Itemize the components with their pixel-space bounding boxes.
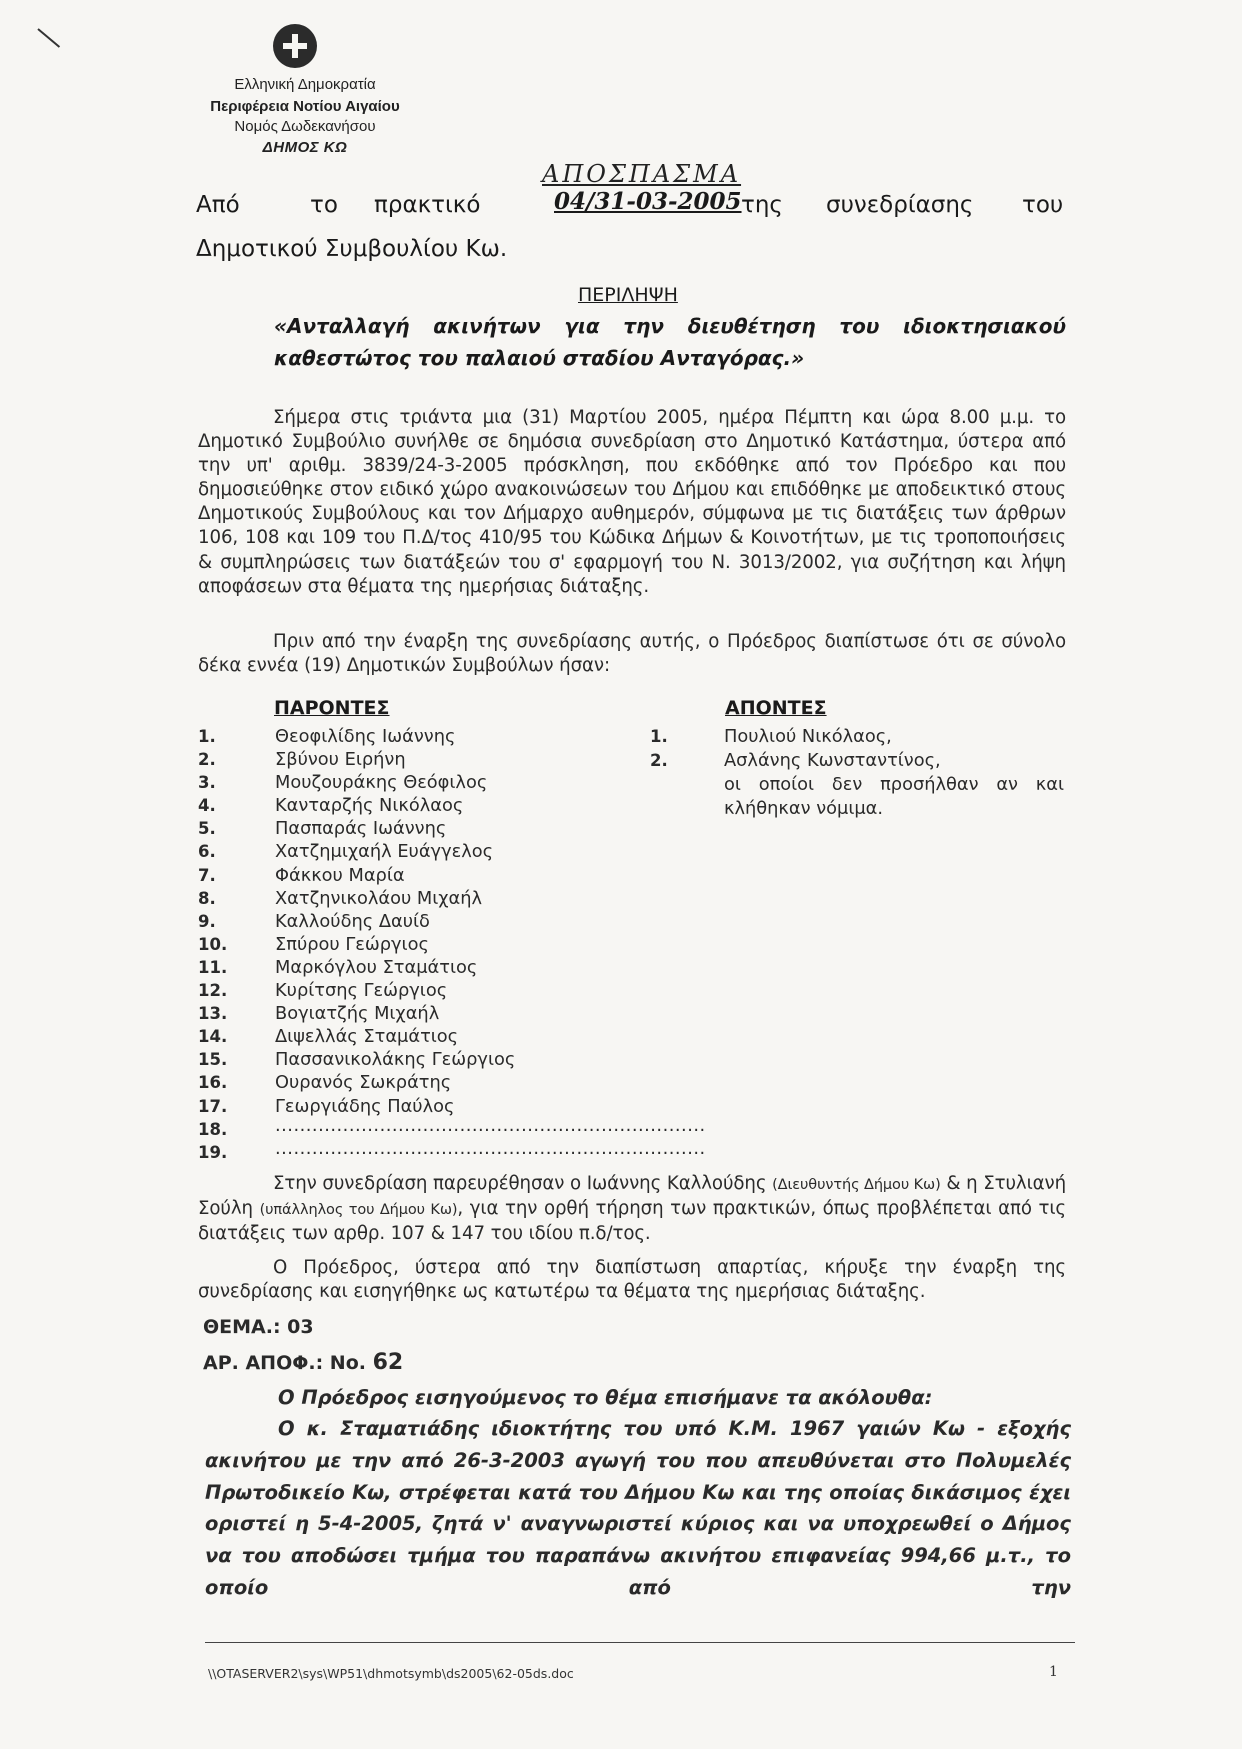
pen-mark (37, 28, 60, 48)
intro-word: της (741, 192, 783, 218)
header-municipality: ΔΗΜΟΣ ΚΩ (262, 139, 348, 156)
quorum-paragraph: Πριν από την έναρξη της συνεδρίασης αυτής, ο Πρόεδρος διαπίστωσε ότι σε σύνολο δέκα εννέα (19) Δημοτικών Συμβούλων ήσαν: (198, 631, 1066, 677)
list-item-blank: 18. ...................................................................... (198, 1114, 706, 1139)
footer-file-path: \\OTASERVER2\sys\WP51\dhmotsymb\ds2005\62-05ds.doc (208, 1666, 574, 1681)
attendance-paragraph: Στην συνεδρίαση παρευρέθησαν ο Ιωάννης Καλλούδης (Διευθυντής Δήμου Κω) & η Στυλιανή Σούλη (υπάλληλος του Δήμου Κω), για την ορθή τήρηση των πρακτικών, όπως προβλέπεται από τις διατάξεις των αρθρ. 107 & 147 του ιδίου π.δ/τος. (198, 1173, 1066, 1245)
list-item: 1. Θεοφιλίδης Ιωάννης (198, 726, 456, 747)
intro-word: Από (196, 192, 240, 218)
absent-note: οι οποίοι δεν προσήλθαν αν και κλήθηκαν νόμιμα. (724, 774, 1064, 819)
proposal-intro: Ο Πρόεδρος εισηγούμενος το θέμα επισήμανε τα ακόλουθα: (278, 1386, 933, 1409)
list-item: 2. Σβύνου Ειρήνη (198, 749, 406, 771)
list-item: 9. Καλλούδης Δαυίδ (198, 910, 430, 932)
opening-paragraph: Ο Πρόεδρος, ύστερα από την διαπίστωση απαρτίας, κήρυξε την έναρξη της συνεδρίασης και εισηγήθηκε ως κατωτέρω τα θέματα της ημερήσιας διάταξης. (198, 1257, 1066, 1303)
header-prefecture: Νομός Δωδεκανήσου (234, 118, 376, 135)
absent-list (650, 725, 1070, 821)
list-item: 4. Κανταρζής Νικόλαος (198, 795, 464, 817)
summary-text: «Ανταλλαγή ακινήτων για την διευθέτηση του ιδιοκτησιακού καθεστώτος του παλαιού σταδίου Ανταγόρας.» (274, 314, 1066, 370)
list-item: 2. Ασλάνης Κωνσταντίνος, (650, 750, 941, 771)
list-item-blank: 19. ...................................................................... (198, 1137, 706, 1162)
list-item: 10. Σπύρου Γεώργιος (198, 933, 429, 955)
present-list (198, 725, 706, 1164)
list-item: 14. Διψελλάς Σταμάτιος (198, 1026, 459, 1048)
list-item: 12. Κυρίτσης Γεώργιος (198, 980, 448, 1002)
list-item: 3. Μουζουράκης Θεόφιλος (198, 772, 488, 794)
list-item: 13. Βογιατζής Μιχαήλ (198, 1003, 440, 1025)
session-paragraph: Σήμερα στις τριάντα μια (31) Μαρτίου 2005, ημέρα Πέμπτη και ώρα 8.00 μ.μ. το Δημοτικό Συμβούλιο συνήλθε σε δημόσια συνεδρίαση στο Δημοτικό Κατάστημα, ύστερα από την υπ' αριθμ. 3839/24-3-2005 πρόσκληση, που εκδόθηκε από τον Πρόεδρο και που δημοσιεύθηκε στον ειδικό χώρο ανακοινώσεων του Δήμου και επιδόθηκε με αποδεικτικό στους Δημοτικούς Συμβούλους και τον Δήμαρχο αυθημερόν, σύμφωνα με τις διατάξεις των άρθρων 106, 108 και 109 του Π.Δ/τος 410/95 του Κώδικα Δήμων & Κοινοτήτων, με τις τροποποιήσεις & συμπληρώσεις των διατάξεών του σ' εφαρμογή του Ν. 3013/2002, για συζήτηση και λήψη αποφάσεων στα θέματα της ημερήσιας διάταξης. (198, 407, 1066, 597)
greek-coat-of-arms-icon (273, 24, 317, 68)
list-item: 17. Γεωργιάδης Παύλος (198, 1095, 455, 1117)
extract-title: ΑΠΟΣΠΑΣΜΑ (542, 160, 742, 188)
minutes-number: 04/31-03-2005 (554, 188, 742, 215)
intro-word: το (310, 192, 338, 218)
list-item: 16. Ουρανός Σωκράτης (198, 1072, 452, 1094)
proposal-text: Ο κ. Σταματιάδης ιδιοκτήτης του υπό Κ.Μ. 1967 γαιών Κω - εξοχής ακινήτου με την από 26-3-2003 αγωγή του που απευθύνεται στο Πολυμελές Πρωτοδικείο Κω, στρέφεται κατά του Δήμου Κω και της οποίας δικάσιμος έχει οριστεί η 5-4-2005, ζητά ν' αναγνωριστεί κύριος και να υποχρεωθεί ο Δήμος να του αποδώσει τμήμα του παραπάνω ακινήτου επιφανείας 994,66 μ.τ., το οποίο από την (205, 1417, 1071, 1599)
list-item: 1. Πουλιού Νικόλαος, (650, 726, 892, 747)
intro-word: του (1022, 192, 1064, 218)
footer-divider (205, 1642, 1075, 1643)
header-region: Περιφέρεια Νοτίου Αιγαίου (210, 98, 400, 115)
intro-line-2: Δημοτικού Συμβουλίου Κω. (196, 236, 508, 262)
list-item: 5. Πασπαράς Ιωάννης (198, 818, 447, 840)
header-country: Ελληνική Δημοκρατία (234, 76, 376, 93)
list-item: 8. Χατζηνικολάου Μιχαήλ (198, 887, 483, 909)
summary-label: ΠΕΡΙΛΗΨΗ (578, 284, 678, 306)
intro-word: συνεδρίασης (826, 192, 974, 218)
list-item: 11. Μαρκόγλου Σταμάτιος (198, 956, 478, 978)
absent-heading: ΑΠΟΝΤΕΣ (725, 697, 827, 719)
list-item: 15. Πασσανικολάκης Γεώργιος (198, 1049, 516, 1071)
topic-number: ΘΕΜΑ.: 03 (203, 1316, 314, 1338)
page-number: 1 (1049, 1664, 1058, 1680)
present-heading: ΠΑΡΟΝΤΕΣ (274, 697, 390, 719)
intro-word: πρακτικό (374, 192, 481, 218)
list-item: 6. Χατζημιχαήλ Ευάγγελος (198, 841, 494, 863)
decision-number: ΑΡ. ΑΠΟΦ.: No. 62 (203, 1350, 404, 1375)
list-item: 7. Φάκκου Μαρία (198, 864, 405, 886)
intro-line (196, 188, 1064, 226)
